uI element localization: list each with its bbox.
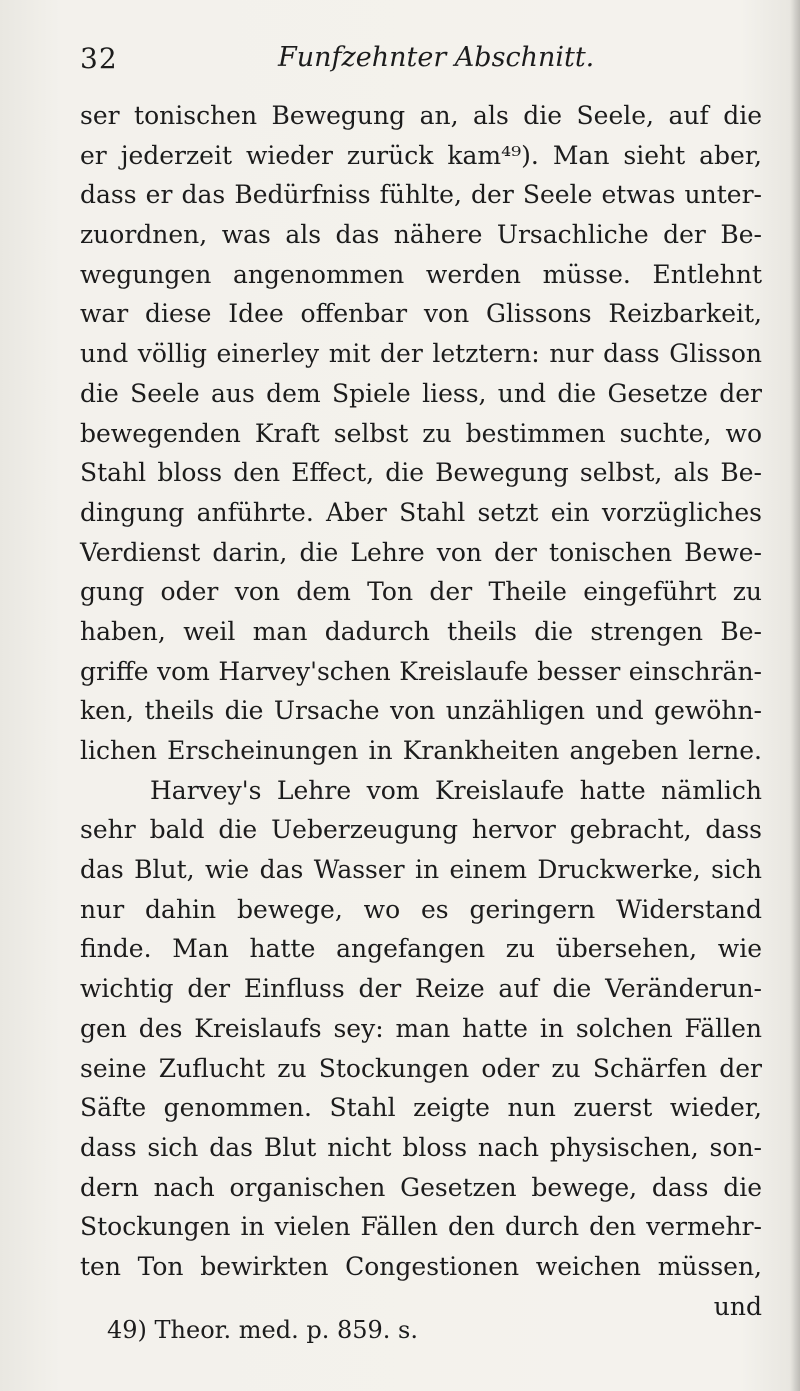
text-line: sehr bald die Ueberzeugung hervor gebracht, dass [80,815,762,845]
text-line: griffe vom Harvey'schen Kreislaufe besser einschrän- [80,656,762,686]
text-line: ken, theils die Ursache von unzähligen und gewöhn- [80,696,762,726]
text-line: wichtig der Einfluss der Reize auf die Veränderun- [80,974,762,1004]
text-line: Säfte genommen. Stahl zeigte nun zuerst wieder, [80,1093,762,1123]
text-line: Stockungen in vielen Fällen den durch den vermehr- [80,1212,762,1242]
running-head: Funfzehnter Abschnitt. [278,42,595,73]
text-line: finde. Man hatte angefangen zu übersehen, wie [80,934,762,964]
text-line: gen des Kreislaufs sey: man hatte in solchen Fällen [80,1013,762,1043]
text-line: ser tonischen Bewegung an, als die Seele, auf die [80,101,762,130]
text-line: und völlig einerley mit der letztern: nur dass Glisson [80,339,762,369]
text-line: lichen Erscheinungen in Krankheiten angeben lerne. [80,736,762,765]
text-line-catchword: und [713,1291,762,1321]
text-line: gung oder von dem Ton der Theile eingeführt zu [80,577,762,607]
text-line: seine Zuflucht zu Stockungen oder zu Schärfen der [80,1053,762,1083]
page-number: 32 [80,42,118,75]
footnote: 49) Theor. med. p. 859. s. [107,1316,418,1344]
text-line: dingung anführte. Aber Stahl setzt ein vorzügliches [80,497,762,527]
text-line: zuordnen, was als das nähere Ursachliche der Be- [80,220,762,250]
text-line: Harvey's Lehre vom Kreislaufe hatte nämlich [150,775,762,805]
text-line: das Blut, wie das Wasser in einem Druckwerke, sich [80,855,762,885]
text-line: wegungen angenommen werden müsse. Entlehnt [80,259,762,289]
text-line: er jederzeit wieder zurück kam⁴⁹). Man sieht aber, [80,140,762,170]
text-line: die Seele aus dem Spiele liess, und die Gesetze der [80,378,762,408]
page-header [80,38,760,82]
text-line: Verdienst darin, die Lehre von der tonischen Bewe- [80,537,762,567]
body-text [80,96,762,1326]
text-line: dass sich das Blut nicht bloss nach physischen, son- [80,1132,762,1162]
text-line: haben, weil man dadurch theils die strengen Be- [80,616,762,646]
text-line: ten Ton bewirkten Congestionen weichen müssen, [80,1251,762,1281]
page-edge-shadow [790,0,800,1391]
text-line: war diese Idee offenbar von Glissons Reizbarkeit, [80,299,762,329]
text-line: dern nach organischen Gesetzen bewege, dass die [80,1172,762,1202]
text-line: nur dahin bewege, wo es geringern Widerstand [80,894,762,924]
text-line: dass er das Bedürfniss fühlte, der Seele etwas unter- [80,180,762,210]
text-line: bewegenden Kraft selbst zu bestimmen suchte, wo [80,418,762,448]
text-line: Stahl bloss den Effect, die Bewegung selbst, als Be- [80,458,762,488]
